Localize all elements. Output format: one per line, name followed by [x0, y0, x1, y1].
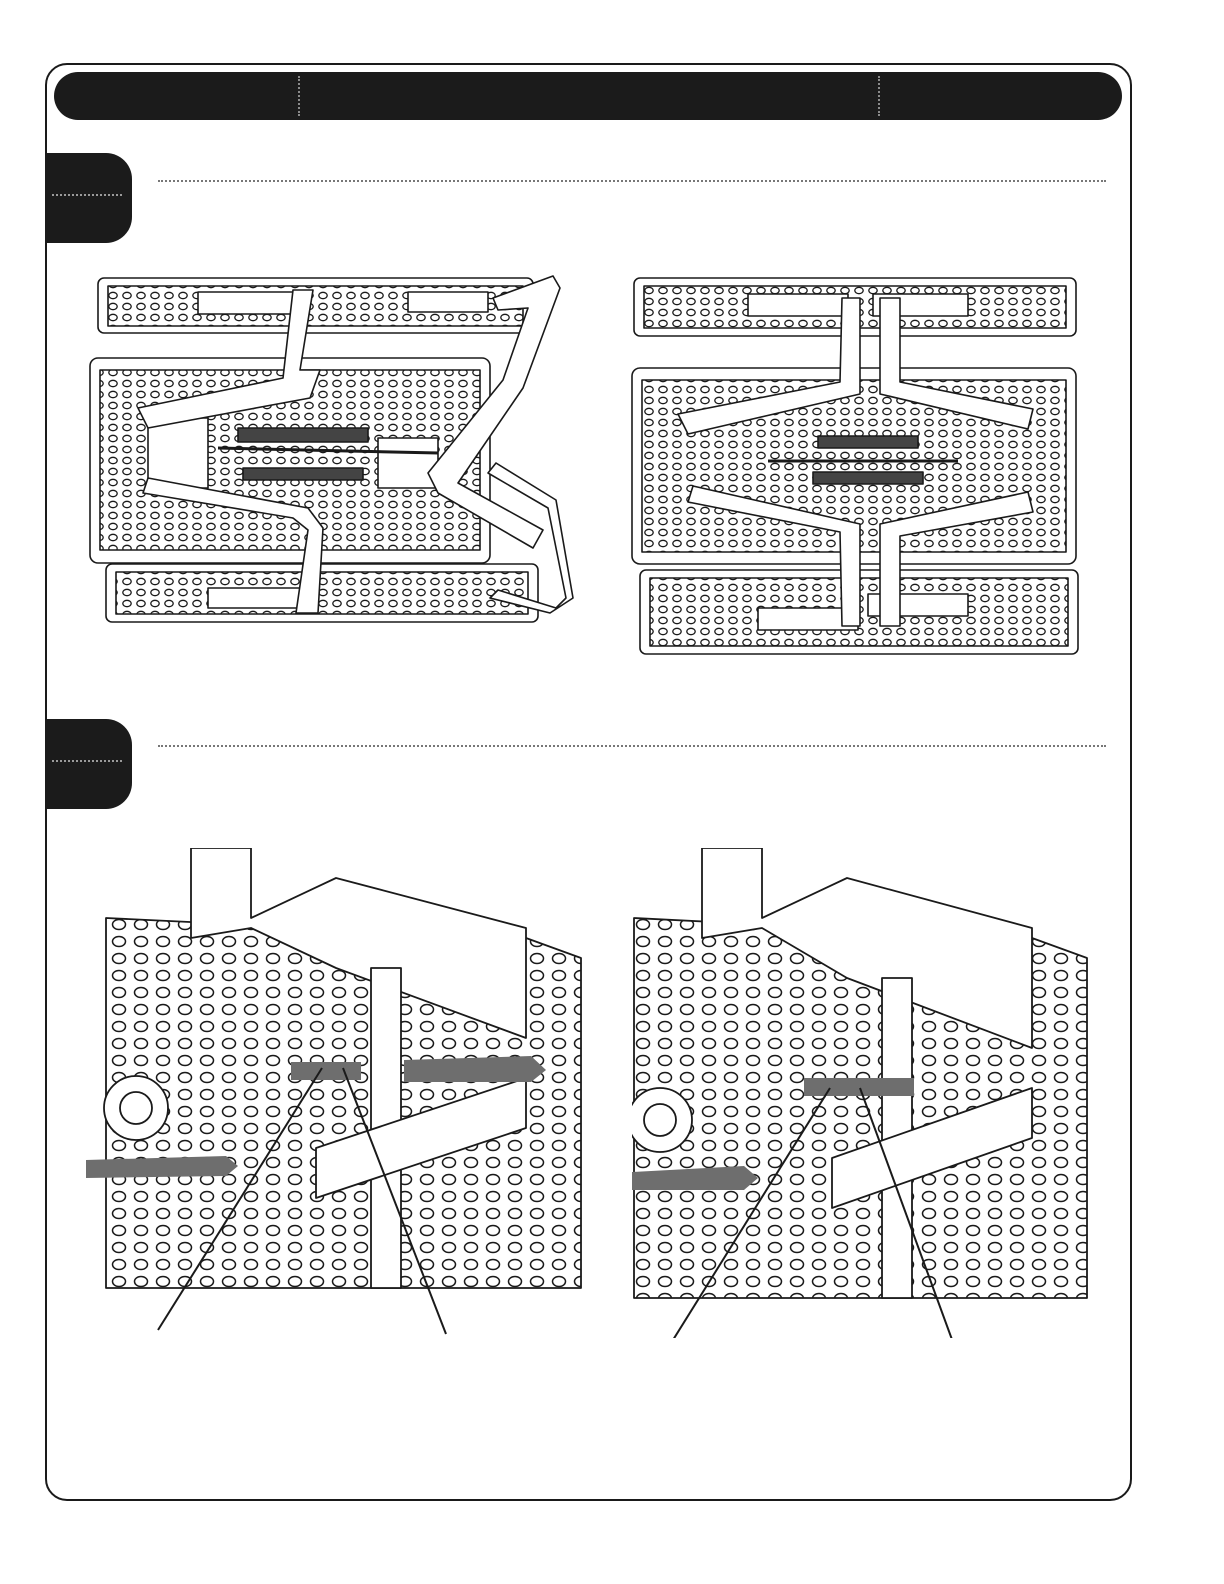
hinge-lock-detail-diagram-icon [632, 848, 1090, 1338]
hinge-lock-detail-diagram-icon [86, 848, 586, 1338]
step-1-tab-dots [52, 194, 122, 196]
step-2-tab-dots [52, 760, 122, 762]
folding-table-underside-diagram-icon [78, 268, 580, 640]
step-2-tab [45, 719, 132, 809]
header-bar [54, 72, 1122, 120]
folding-table-underside-diagram-icon [628, 274, 1084, 658]
figure-lock-detail-left [86, 848, 586, 1338]
figure-table-underside-folded [78, 268, 580, 640]
header-divider-left [298, 76, 300, 116]
step-1-tab [45, 153, 132, 243]
figure-lock-detail-right [632, 848, 1090, 1338]
step-1-rule [158, 180, 1106, 182]
step-2-rule [158, 745, 1106, 747]
figure-table-underside-open [628, 274, 1084, 658]
header-divider-right [878, 76, 880, 116]
